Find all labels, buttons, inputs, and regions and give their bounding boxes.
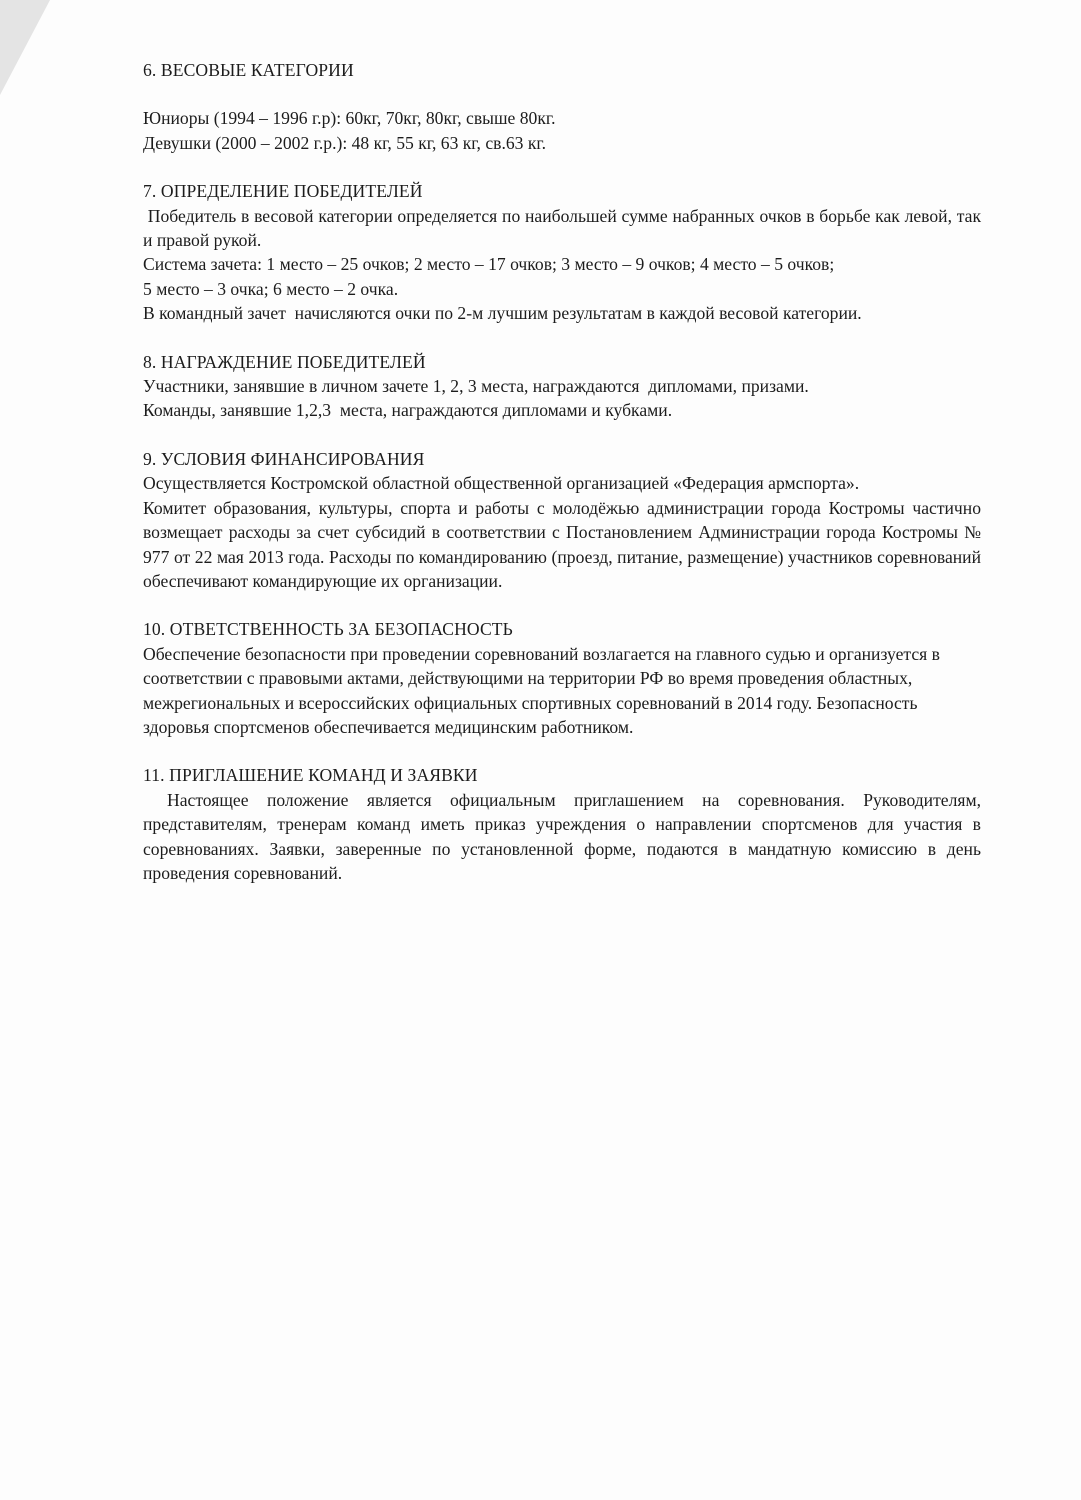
section-11-invitation-text: Настоящее положение является официальным приглашением на соревнования. Руководителям, представителям, тренерам команд иметь приказ учреждения о направлении спортсменов для участия в соревнованиях. Заявки, заверенные по установленной форме, подаются в мандатную комиссию в день проведения соревнований. — [143, 789, 981, 883]
section-9-heading: 9. УСЛОВИЯ ФИНАНСИРОВАНИЯ — [143, 448, 425, 469]
section-8-heading: 8. НАГРАЖДЕНИЕ ПОБЕДИТЕЛЕЙ — [143, 351, 426, 372]
section-10-heading: 10. ОТВЕТСТВЕННОСТЬ ЗА БЕЗОПАСНОСТЬ — [143, 619, 513, 640]
section-6-girls: Девушки (2000 – 2002 г.р.): 48 кг, 55 кг, 63 кг, св.63 кг. — [143, 132, 547, 153]
section-7-scoring-system: Система зачета: 1 место – 25 очков; 2 место – 17 очков; 3 место – 9 очков; 4 место – 5 очков; — [143, 254, 835, 275]
section-7-team-scoring: В командный зачет начисляются очки по 2-м лучшим результатам в каждой весовой категории. — [143, 303, 862, 324]
section-6-heading: 6. ВЕСОВЫЕ КАТЕГОРИИ — [143, 60, 354, 80]
section-11-heading: 11. ПРИГЛАШЕНИЕ КОМАНД И ЗАЯВКИ — [143, 765, 478, 786]
document-body — [143, 58, 986, 885]
section-7-scoring-continued: 5 место – 3 очка; 6 место – 2 очка. — [143, 278, 399, 299]
section-10-safety-text: Обеспечение безопасности при проведении соревнований возлагается на главного судью и организуется в соответствии с правовыми актами, действующими на территории РФ во время проведения областных, межрегиональных и всероссийских официальных спортивных соревнований в 2014 году. Безопасность здоровья спортсменов обеспечивается медицинским работником. — [143, 643, 940, 737]
page-corner-fold — [0, 0, 50, 95]
section-7-heading: 7. ОПРЕДЕЛЕНИЕ ПОБЕДИТЕЛЕЙ — [143, 181, 423, 202]
section-8-individual-awards: Участники, занявшие в личном зачете 1, 2, 3 места, награждаются дипломами, призами. — [143, 376, 809, 397]
section-8-team-awards: Команды, занявшие 1,2,3 места, награждаются дипломами и кубками. — [143, 400, 673, 421]
section-9-funding-details: Комитет образования, культуры, спорта и работы с молодёжью администрации города Костромы частично возмещает расходы за счет субсидий в соответствии с Постановлением Администрации города Костромы № 977 от 22 мая 2013 года. Расходы по командированию (проезд, питание, размещение) участников соревнований обеспечивают командирующие их организации. — [143, 497, 981, 591]
section-9-organizer: Осуществляется Костромской областной общественной организацией «Федерация армспорта». — [143, 473, 860, 494]
section-7-winner-rule: Победитель в весовой категории определяется по наибольшей сумме набранных очков в борьбе как левой, так и правой рукой. — [143, 205, 986, 251]
section-6-juniors: Юниоры (1994 – 1996 г.р): 60кг, 70кг, 80кг, свыше 80кг. — [143, 108, 556, 129]
